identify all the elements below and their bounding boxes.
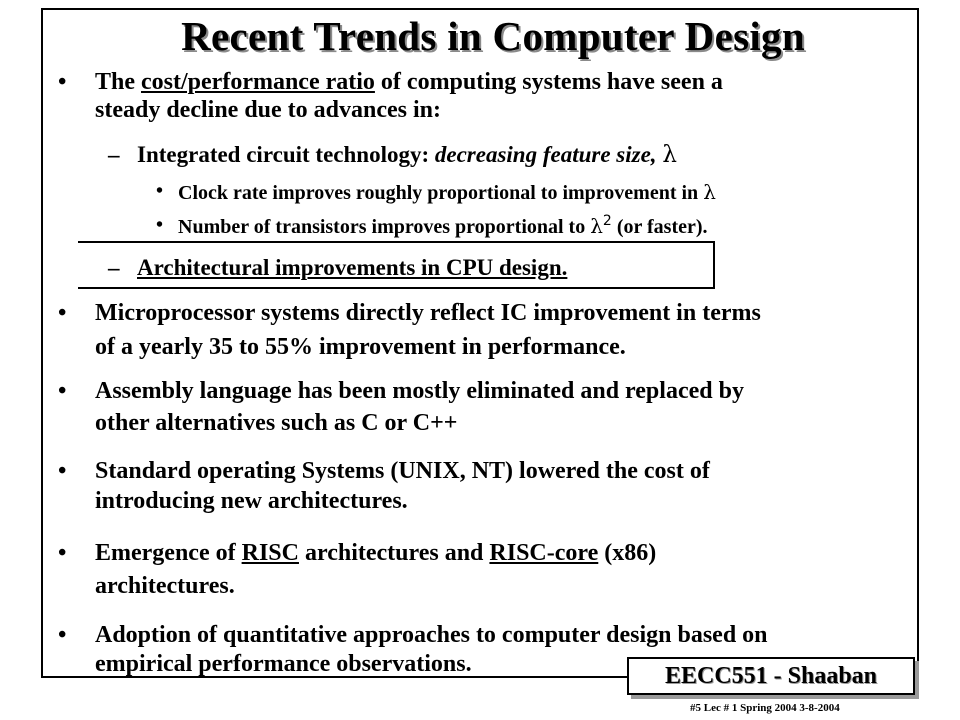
bullet-5-text-pre: Emergence of [95, 540, 242, 566]
lambda-symbol: λ [662, 142, 677, 168]
bullet-marker: • [156, 180, 164, 202]
transistors-text: Number of transistors improves proportional to [178, 216, 591, 238]
bullet-marker: • [58, 540, 67, 566]
bullet-marker: • [58, 458, 67, 484]
bullet-marker: • [58, 300, 67, 326]
bullet-marker: • [58, 622, 67, 648]
bullet-marker: • [156, 214, 164, 236]
sub-item-ic-technology [137, 142, 677, 168]
bullet-5-line-1 [95, 540, 656, 567]
clock-rate-text: Clock rate improves roughly proportional to improvement in [178, 182, 704, 204]
bullet-1-text-pre: The [95, 69, 142, 95]
slide-title: Recent Trends in Computer Design [181, 13, 805, 59]
superscript-2: 2 [602, 213, 612, 229]
lambda-symbol: λ [703, 180, 716, 204]
bullet-6-line-2: empirical performance observations. [95, 651, 472, 677]
dash-marker: – [108, 142, 120, 167]
bullet-6-line-1: Adoption of quantitative approaches to computer design based on [95, 622, 768, 648]
risc-underlined: RISC [241, 540, 299, 566]
bullet-1-underlined: cost/performance ratio [141, 69, 375, 95]
bullet-5-text-mid: architectures and [298, 540, 490, 566]
bullet-2-line-2: of a yearly 35 to 55% improvement in performance. [95, 334, 626, 360]
bullet-2-line-1: Microprocessor systems directly reflect IC improvement in terms [95, 300, 761, 326]
bullet-1-text-post: of computing systems have seen a [374, 69, 723, 95]
bullet-5-line-2: architectures. [95, 573, 235, 599]
sub-sub-item-clock-rate [178, 180, 716, 205]
sub-item-architectural: Architectural improvements in CPU design. [137, 255, 568, 280]
bullet-1-line-2: steady decline due to advances in: [95, 97, 442, 123]
bullet-marker: • [58, 69, 67, 95]
risc-core-underlined: RISC-core [489, 540, 599, 566]
bullet-1-line-1 [95, 69, 723, 96]
bullet-3-line-2: other alternatives such as C or C++ [95, 410, 458, 436]
bullet-4-line-1: Standard operating Systems (UNIX, NT) lowered the cost of [95, 458, 710, 484]
bullet-5-text-post: (x86) [598, 540, 657, 566]
slide-footer: #5 Lec # 1 Spring 2004 3-8-2004 [690, 702, 840, 714]
transistors-text-post: (or faster). [611, 216, 708, 238]
course-badge: EECC551 - Shaaban [627, 657, 915, 695]
lambda-symbol: λ [590, 214, 603, 238]
dash-marker: – [108, 255, 120, 280]
bullet-4-line-2: introducing new architectures. [95, 488, 408, 514]
bullet-3-line-1: Assembly language has been mostly eliminated and replaced by [95, 378, 744, 404]
sub-item-label: Integrated circuit technology: [137, 142, 435, 167]
bullet-marker: • [58, 378, 67, 404]
sub-item-italic: decreasing feature size, [434, 142, 663, 167]
sub-sub-item-transistors [178, 214, 708, 239]
